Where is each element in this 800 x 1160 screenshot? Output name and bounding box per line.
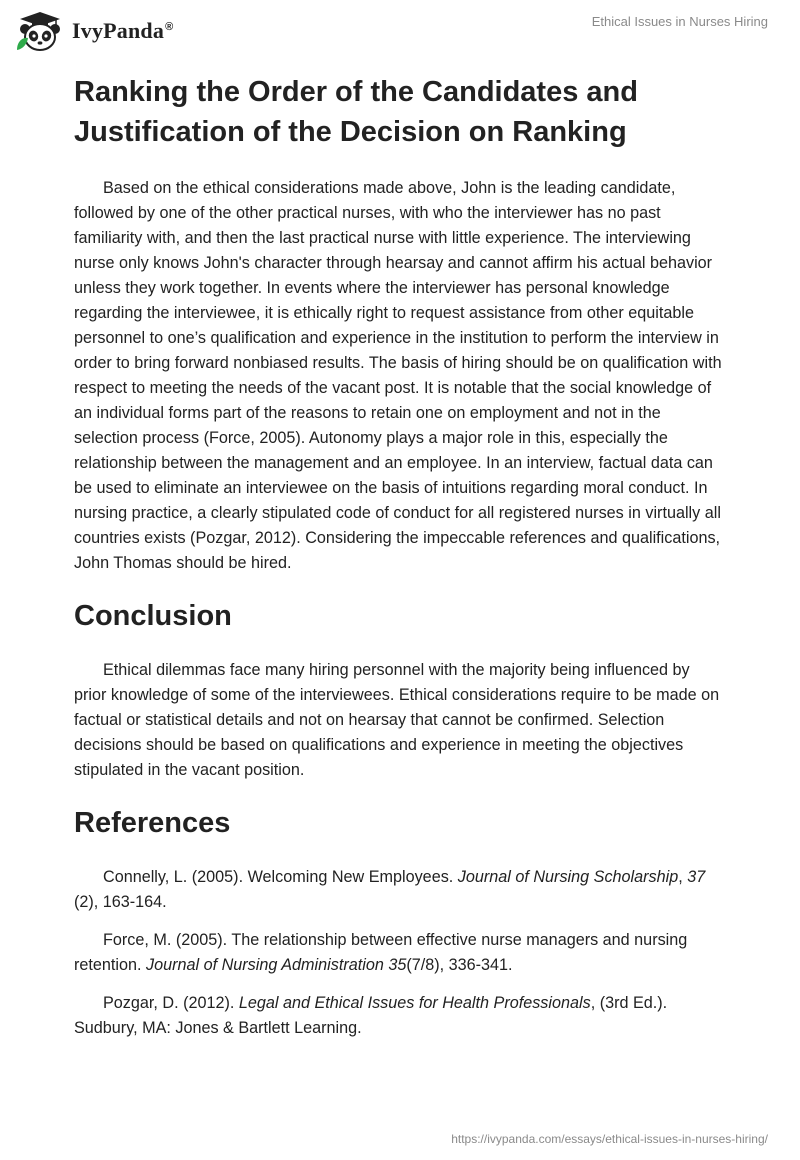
essay-content <box>74 72 726 1054</box>
ivypanda-logo[interactable] <box>14 10 173 52</box>
source-url[interactable]: https://ivypanda.com/essays/ethical-issues-in-nurses-hiring/ <box>451 1132 768 1146</box>
reference-journal: Journal of Nursing Administration 35 <box>146 956 407 974</box>
document-title: Ethical Issues in Nurses Hiring <box>591 14 768 29</box>
reference-connelly: Connelly, L. (2005). Welcoming New Employees. Journal of Nursing Scholarship, 37 (2), 163-164. <box>74 868 706 911</box>
reference-volume: 37 <box>687 868 706 886</box>
brand-name: IvyPanda® <box>72 18 174 43</box>
registered-mark: ® <box>165 20 174 33</box>
reference-journal: Journal of Nursing Scholarship <box>457 868 679 886</box>
reference-force: Force, M. (2005). The relationship between effective nurse managers and nursing retention. Journal of Nursing Administration 35(7/8), 336-341. <box>74 931 688 974</box>
panda-graduate-icon <box>14 10 64 52</box>
reference-book-title: Legal and Ethical Issues for Health Professionals <box>238 994 591 1012</box>
page-header <box>0 0 800 62</box>
heading-ranking: Ranking the Order of the Candidates and Justification of the Decision on Ranking <box>74 76 638 148</box>
heading-references: References <box>74 807 231 839</box>
reference-pozgar: Pozgar, D. (2012). Legal and Ethical Issues for Health Professionals, (3rd Ed.). Sudbury, MA: Jones & Bartlett Learning. <box>74 994 668 1037</box>
heading-conclusion: Conclusion <box>74 600 232 632</box>
paragraph-conclusion: Ethical dilemmas face many hiring personnel with the majority being influenced by prior knowledge of some of the interviewees. Ethical considerations require to be made on factual or statistical details and not on hearsay that cannot be confirmed. Selection decisions should be based on qualifications and experience in meeting the objectives stipulated in the vacant position. <box>74 661 720 779</box>
paragraph-ranking: Based on the ethical considerations made above, John is the leading candidate, followed by one of the other practical nurses, with who the interviewer has no past familiarity with, and then the last practical nurse with little experience. The interviewing nurse only knows John's character through hearsay and cannot affirm his actual behavior unless they work together. In events where the interviewer has personal knowledge regarding the interviewee, it is ethically right to request assistance from other equitable personnel to one’s qualification and experience in the institution to perform the interview in order to bring forward nonbiased results. The basis of hiring should be on qualification with respect to meeting the needs of the vacant post. It is notable that the social knowledge of an individual forms part of the reasons to retain one on employment and not in the selection process (Force, 2005). Autonomy plays a major role in this, especially the relationship between the management and an employee. In an interview, factual data can be used to eliminate an interviewee on the basis of intuitions regarding moral conduct. In nursing practice, a clearly stipulated code of conduct for all registered nurses in virtually all countries exists (Pozgar, 2012). Considering the impeccable references and qualifications, John Thomas should be hired. <box>74 179 722 572</box>
